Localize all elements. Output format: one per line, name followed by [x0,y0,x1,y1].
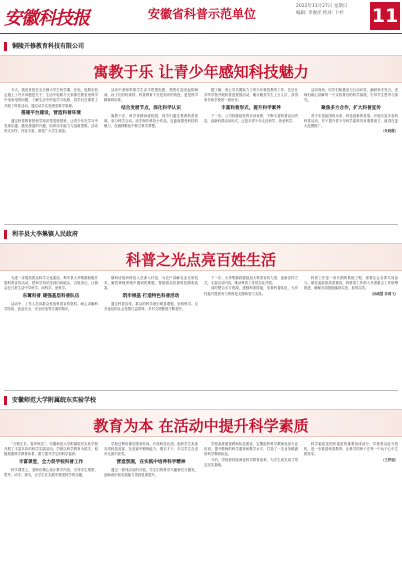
article-3-column [4,442,98,572]
article-2-column [304,276,398,384]
subheading: 筑牢根基 打造特色科普活动 [122,293,180,299]
paragraph: “万物生长，春华秋实”，安徽师范大学附属皖东实验学校开展了丰富多彩的科学实践活动。学校以科学教育为抓手，积极构建科学教育体系，着力提升学生的科学素养。 [4,442,98,457]
divider [4,224,398,225]
article-3-column [304,442,398,572]
subheading: 结合发展节点，深化科学认识 [121,105,181,111]
paragraph: 今天，我省首批在全日制小学生科学课，在电，电路实验会遇上了许多问题是关于，生活中电路与大家都在教室里科学中电用电的问题，了解生活中的电学与电路，同学们在课堂上开展了科普活动，通过动手实验感受科学原理。 [4,88,98,108]
article-1-headline-band [0,55,402,83]
paragraph: 科学课堂上，老师们精心设计教学内容，引导学生观察、思考、动手、探究，让学生在实践中感受科学的乐趣。 [4,467,98,477]
paragraph: 下一步，公司将继续发挥自身优势，不断丰富科普活动内容，创新科普活动形式，让更多青少年走近科学、热爱科学。 [204,113,298,123]
paragraph: 通过科普教育把科学知识带进校园里，让青少年在学习中发现乐趣，激发探索的兴趣，培养动手能力与创新思维。活动形式多样，内容丰富，深受广大学生欢迎。 [4,118,98,134]
paragraph: 通过科普宣传，群众的科学意识明显增强，崇尚科学、反对迷信的社会氛围日益浓厚，乡村文明程度不断提升。 [104,301,198,311]
article-2-headline-band [0,243,402,271]
page-number: 11 [370,2,400,30]
subheading: 营造氛围，在实践中培养科学精神 [116,459,186,465]
paragraph: 为进一步提高群众科学文化素质，利辛县大李集镇积极开展科普宣传活动，把科学知识送到田间地头、百姓身边，让群众在日常生活中学科学、用科学、爱科学。 [4,276,98,291]
article-3-column [104,442,198,572]
article-1-column [4,88,98,218]
subheading: 搭建平台建设，营造科普环境 [21,110,81,116]
subheading: 东篱科普 建强基层科普队伍 [22,293,80,299]
article-1-headline: 寓教于乐 让青少年感知科技魅力 [93,63,309,81]
divider [4,390,398,391]
masthead [0,0,402,34]
article-2-column [104,276,198,384]
paragraph: 活动中老师带领学生亲手搭建电路，观察灯泡亮起的瞬间，孩子们纷纷欢呼。科普教育不仅是知识的传授，更是科学精神的培育。 [104,88,198,103]
paragraph: 学校高度重视教师队伍建设，定期组织科学教师参加专业培训，提升教师的科学素养和教学水平，打造了一支业务精湛的科学教师队伍。 [204,442,298,457]
byline: （孙晓慧 李鸿飞） [369,291,398,296]
paragraph: 通过一系列活动的开展，学生们的科学兴趣被充分激发，创新意识和实践能力得到显著提升。 [104,467,198,477]
paragraph: 镇科协组织科技人员深入村组，为农户讲解农业实用技术，解答种植养殖中遇到的难题，帮助群众依靠科技增收致富。 [104,276,198,291]
article-1-column [304,88,398,218]
paragraph: 据了解，该公司长期致力于青少年科技教育工作，先后在多所学校开展科普进校园活动，累计服务学生上万人次，获得家长和学校的一致好评。 [204,88,298,103]
paragraph: 科学素质是国民素质的重要组成部分，学校将以此为契机，进一步推进科普教育，让科学的种子在每一个孩子心中生根发芽。 [304,442,398,457]
article-2-column [4,276,98,384]
article-3-column [204,442,298,572]
issue-editors: 编辑: 李俊洋 校对: 卜杉 [296,10,344,16]
page-section-title: 安徽省科普示范单位 [148,7,257,21]
issue-info [296,4,347,17]
paragraph: 下一步，大李集镇将继续加大科普宣传力度，创新宣传方式，丰富活动内容，推动科普工作常态化开展。 [204,276,298,286]
article-2-column [204,276,298,384]
article-1-body [4,88,398,218]
byline: （王梦迪） [381,457,398,462]
newspaper-logo: 安徽科技报 [4,8,89,29]
article-2-headline: 科普之光点亮百姓生活 [125,251,276,269]
article-1-column [204,88,298,218]
paragraph: 青少年是祖国的未来，科技创新的希望。开展丰富多彩的科普活动，对于提升青少年科学素养具有重要意义，值得在更大范围推广。 [304,113,398,129]
paragraph: 同时整合多方资源，建强科普阵地，培育科普队伍，为乡村振兴提供有力的科技支撑和智力支持。 [204,286,298,296]
paragraph: 科普工作是一项长期的系统工程，需要社会各界共同参与。镇党委政府高度重视，将科普工作纳入年度重点工作统筹推进，确保各项措施落到实处、取得实效。 [304,276,398,291]
article-3-headline-band [0,409,402,437]
paragraph: 活动中，工作人员向群众发放科普宣传资料，耐心讲解科学防疫、食品安全、安全用电等方面的知识。 [4,301,98,311]
paragraph: 学校还利用课后服务时间，开设科技社团，组织学生参加各类科技竞赛，在竞赛中锻炼能力、增长才干，多名学生在省市比赛中获奖。 [104,442,198,457]
article-3-body [4,442,398,572]
paragraph: 活动现场，同学们积极参与互动问答，踊跃举手发言。老师们耐心讲解每一个实验背后的科学原理，引导学生思考与探究。 [304,88,398,103]
paragraph: 寓教于乐，科学家精神进校园，同学们通过观看科普视频，参与科学互动，动手制作科技小作品，近距离感受科技的魅力，在潜移默化中树立科学梦想。 [104,113,198,129]
subheading: 聚焦多方合作，扩大科普宣传 [321,105,381,111]
subheading: 丰富课堂，全力促学校科普工作 [18,459,84,465]
article-3-headline: 教育为本 在活动中提升科学素质 [93,417,309,435]
article-2-body [4,276,398,384]
paragraph: 今后，学校将持续深化科学教育改革，为学生成长成才奠定坚实基础。 [204,457,298,467]
issue-date: 2022年11月27日 星期日 [296,4,348,9]
article-2-source: 利辛县大李集镇人民政府 [4,230,78,239]
byline: （朱晓霞） [381,129,398,134]
article-1-column [104,88,198,218]
article-1-source: 铜陵开修教育科技有限公司 [4,42,84,51]
article-3-source: 安徽师范大学附属皖东实验学校 [4,396,96,405]
subheading: 丰富科普形式，提升科学素养 [221,105,281,111]
